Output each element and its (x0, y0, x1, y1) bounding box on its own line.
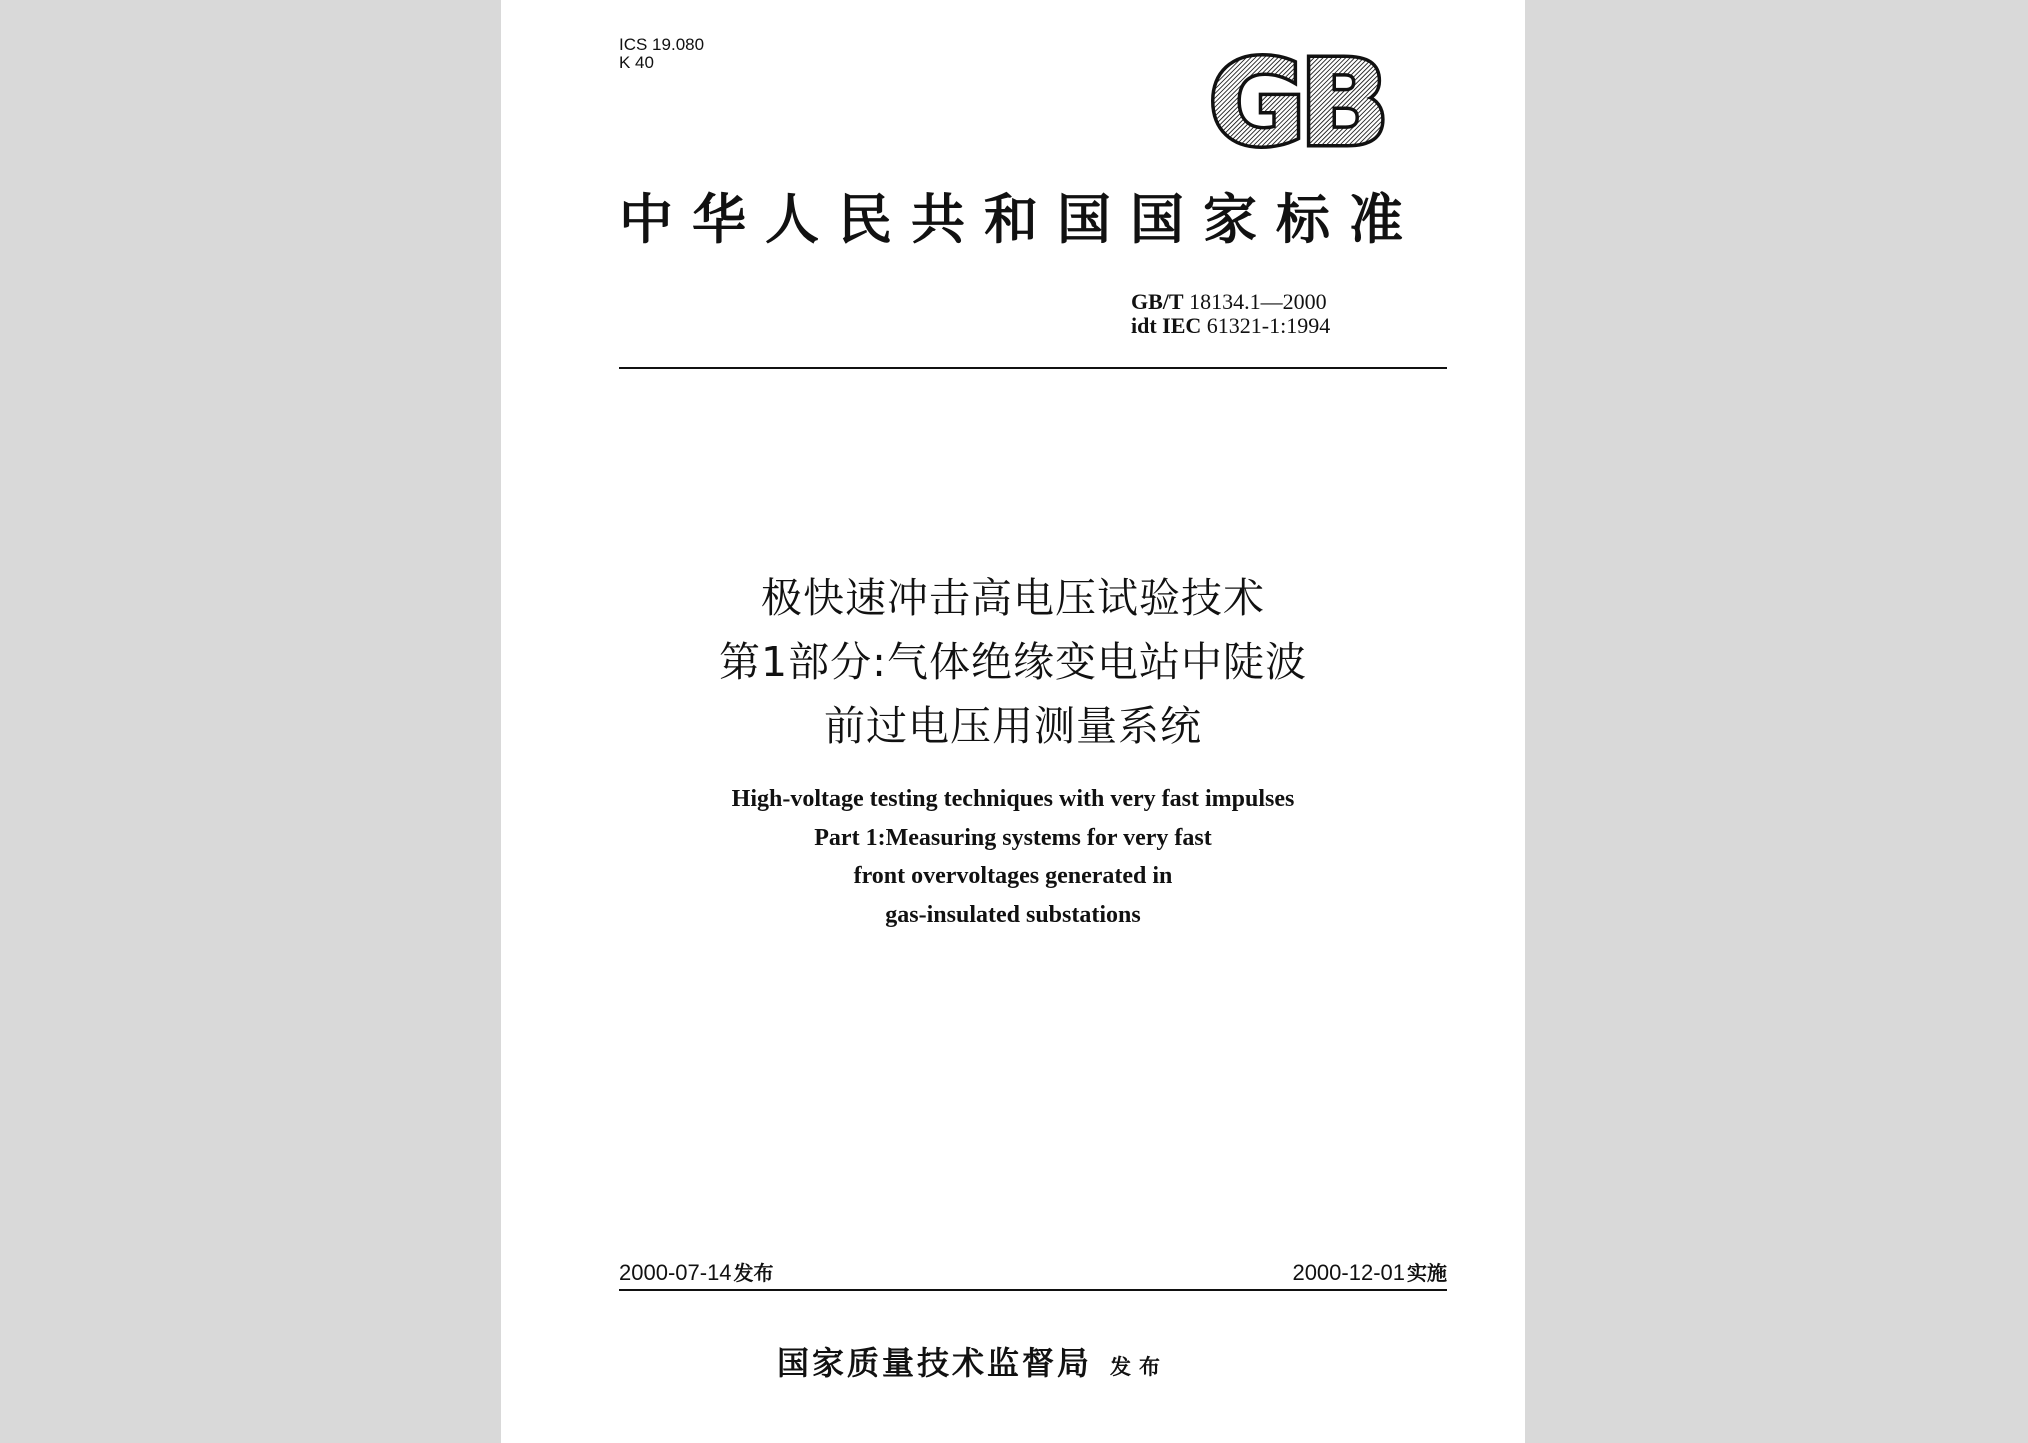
issue-date-label: 发布 (733, 1261, 774, 1285)
top-divider (619, 367, 1447, 369)
standard-codes (1131, 290, 1461, 338)
chinese-title-line-1: 极快速冲击高电压试验技术 (761, 574, 1265, 622)
implementation-date (1292, 1260, 1447, 1286)
ics-code: ICS 19.080 (619, 35, 705, 54)
classification-codes (619, 36, 704, 72)
equivalence-prefix: idt IEC (1131, 313, 1202, 338)
english-title-line-4: gas-insulated substations (885, 901, 1141, 928)
svg-text:GB: GB (1208, 48, 1384, 158)
document-page (501, 0, 1525, 1443)
english-title (501, 780, 1525, 934)
standard-equivalence (1131, 314, 1461, 338)
ccs-code: K 40 (619, 53, 654, 72)
issue-date-value: 2000-07-14 (619, 1260, 732, 1285)
equivalence-value: 61321-1:1994 (1206, 313, 1331, 338)
publisher (777, 1338, 1168, 1384)
standard-number (1131, 290, 1461, 314)
issue-date (619, 1260, 774, 1286)
chinese-title-line-3: 前过电压用测量系统 (824, 702, 1202, 750)
bottom-divider (619, 1289, 1447, 1291)
chinese-title (501, 566, 1525, 758)
english-title-line-2: Part 1:Measuring systems for very fast (814, 824, 1212, 851)
standard-number-prefix: GB/T (1131, 289, 1184, 314)
implementation-date-label: 实施 (1407, 1261, 1447, 1285)
english-title-line-3: front overvoltages generated in (853, 863, 1173, 889)
english-title-line-1: High-voltage testing techniques with very fast impulses (731, 786, 1295, 812)
standard-title: 中华人民共和国国家标准 (619, 187, 1422, 251)
chinese-title-line-2: 第1部分:气体绝缘变电站中陡波 (719, 638, 1307, 686)
publisher-action: 发布 (1110, 1355, 1169, 1379)
gb-logo (1201, 48, 1391, 158)
publisher-organization: 国家质量技术监督局 (777, 1344, 1093, 1382)
implementation-date-value: 2000-12-01 (1292, 1260, 1405, 1285)
standard-number-value: 18134.1—2000 (1189, 289, 1327, 314)
